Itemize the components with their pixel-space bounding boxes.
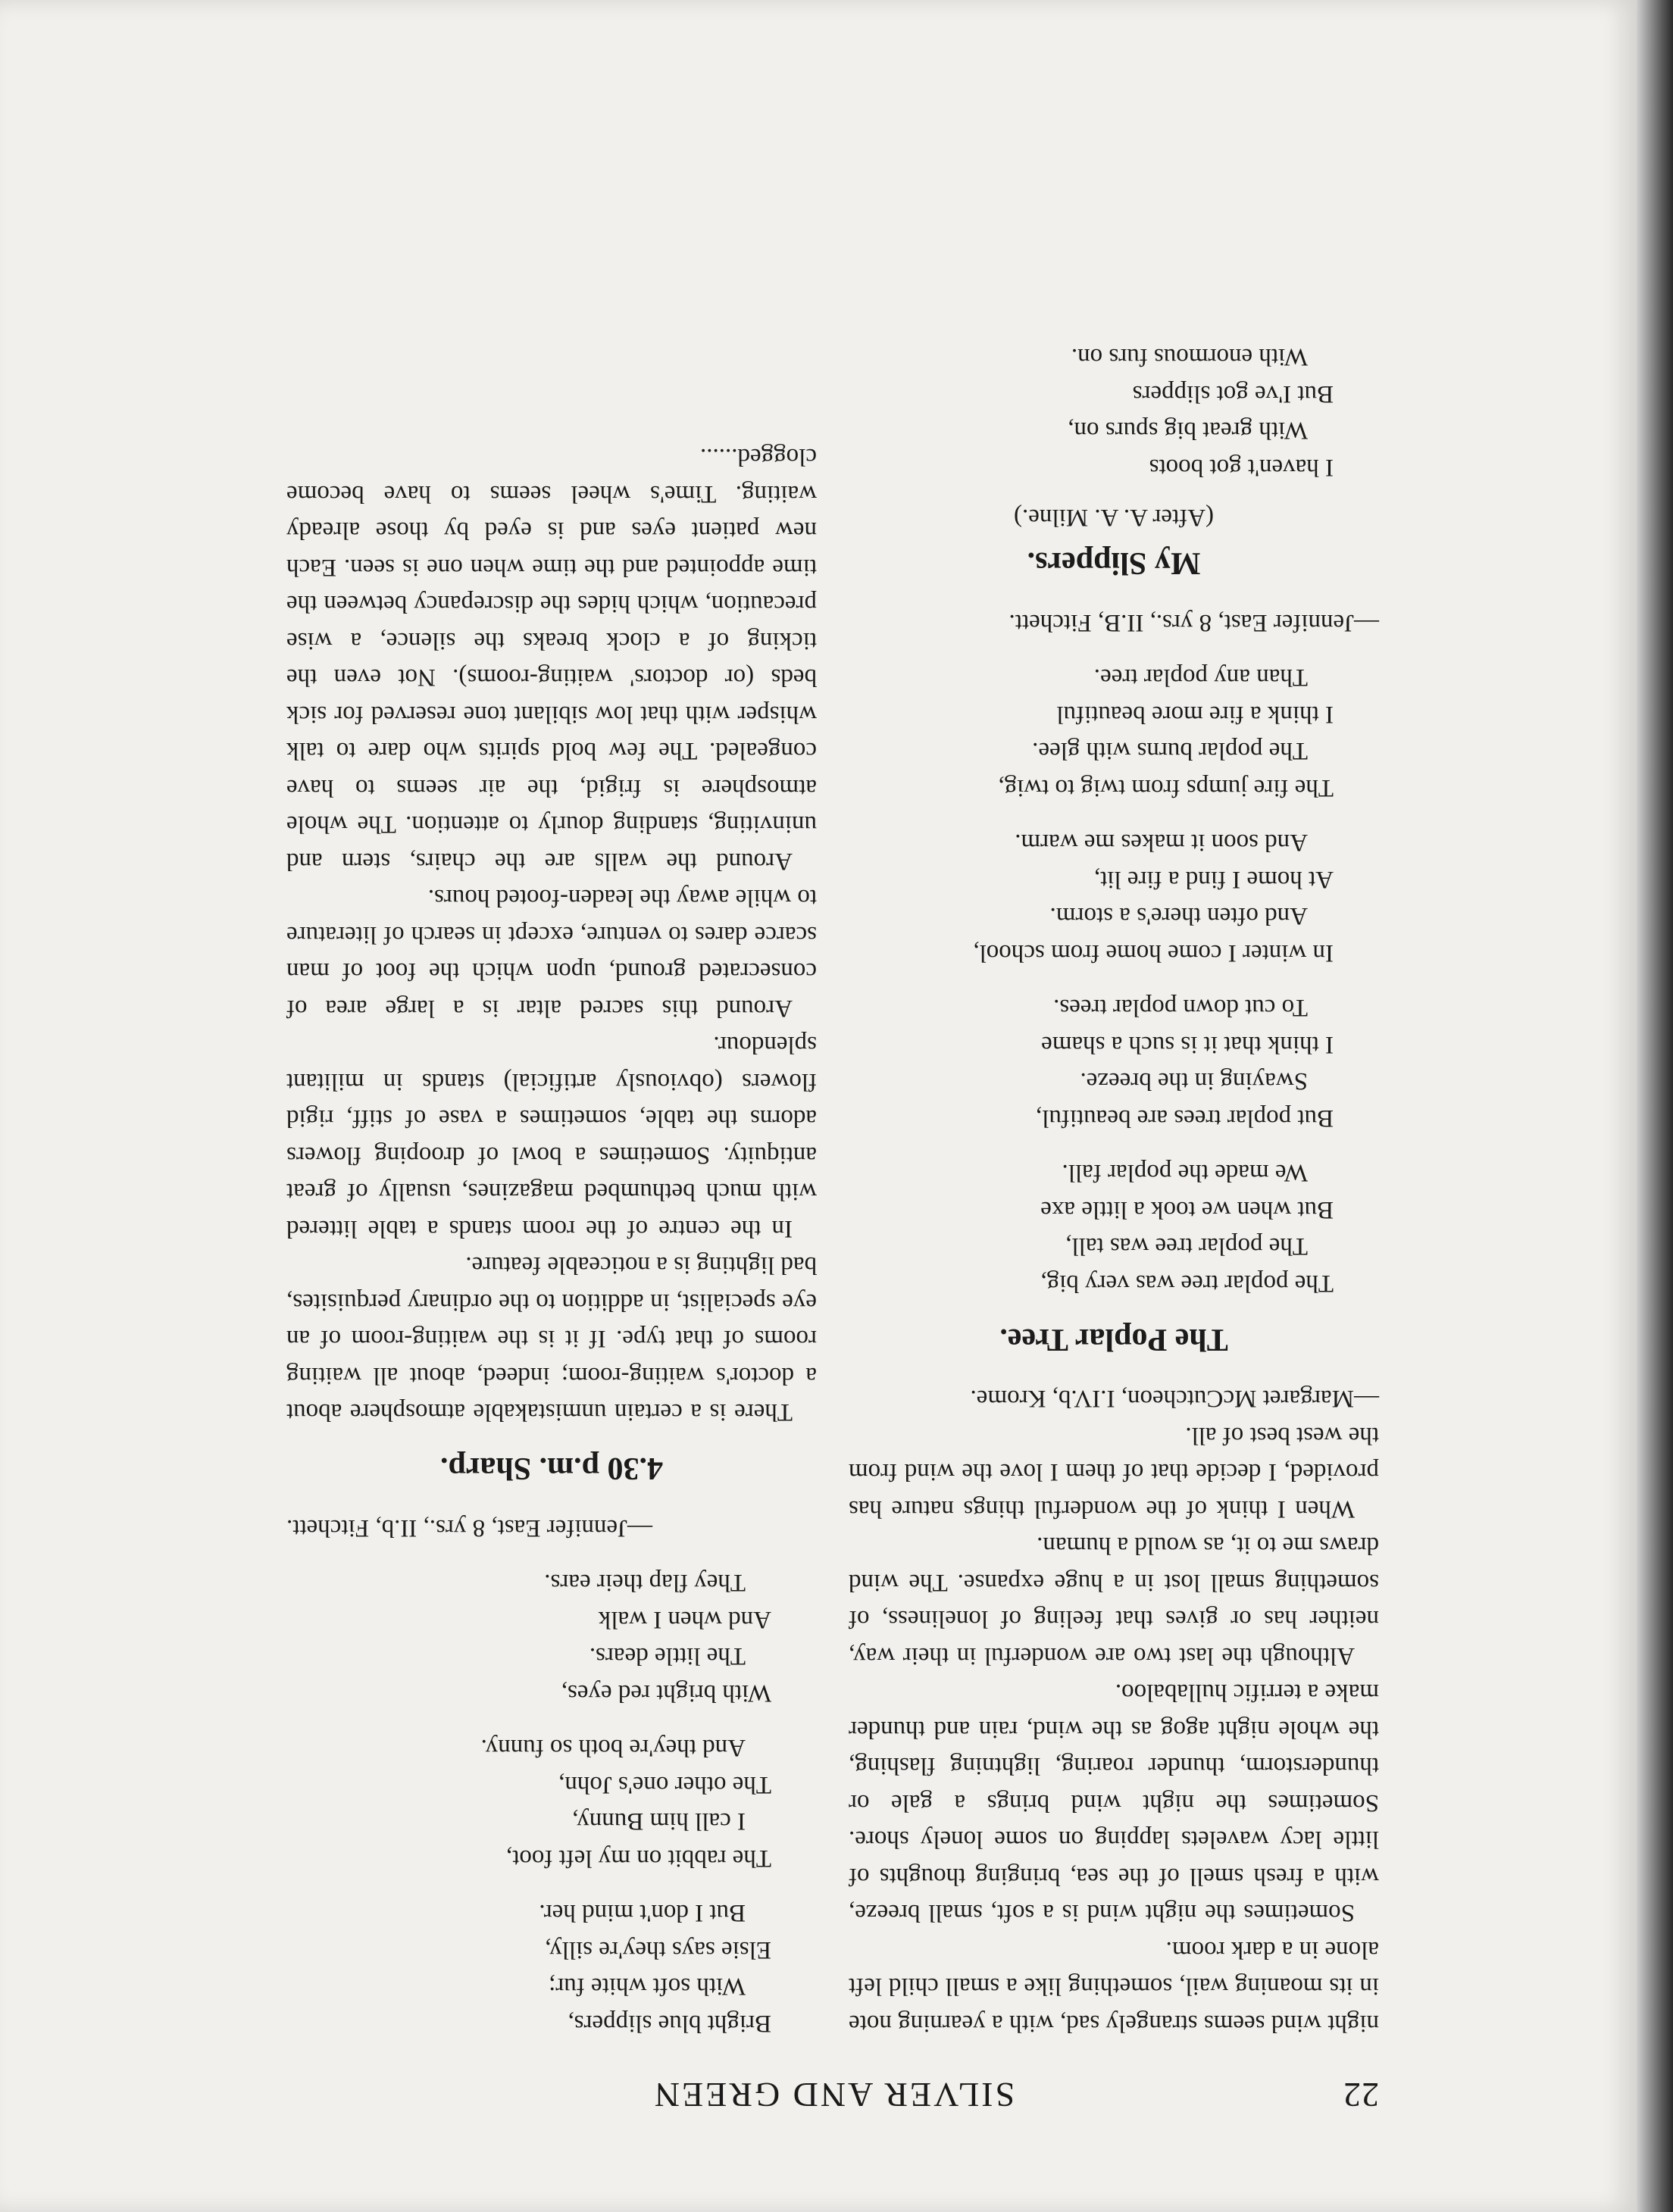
stanza xyxy=(849,989,1334,1136)
poem-line: With great big spurs on, xyxy=(1068,417,1308,445)
poem-line: At home I find a fire lit, xyxy=(1093,866,1334,893)
stanza xyxy=(286,1729,771,1876)
paragraph: night wind seems strangely sad, with a yearning note in its moaning wail, something like a small child left alone in a dark room. xyxy=(849,1936,1379,2037)
stanza xyxy=(286,1895,771,2042)
poem-line: But I don't mind her. xyxy=(539,1899,746,1927)
poem-line: And soon it makes me warm. xyxy=(1015,829,1308,857)
poem-line: The fire jumps from twig to twig, xyxy=(998,774,1334,801)
poem-line: The other one's John, xyxy=(558,1771,771,1798)
poem-line: The little dears. xyxy=(589,1642,746,1670)
poem-line: But I've got slippers xyxy=(1132,380,1334,408)
stanza xyxy=(849,339,1334,486)
paragraph: Sometimes the night wind is a soft, small breeze, with a fresh smell of the sea, bringing thoughts of little lacy wavelets lapping on some lonely shore. Sometimes the night wind brings a gale or thunderstorm, thunder roaring, lightning flashing, the whole night agog as the wind, rain and thunder make a terrific hullabaloo. xyxy=(849,1679,1379,1927)
paragraph: Although the last two are wonderful in their way, neither has or gives that feeling of loneliness, of something small lost in a huge expanse. The wind draws me to it, as would a human. xyxy=(849,1532,1379,1670)
byline: —Margaret McCutcheon, I.IV.b, Krome. xyxy=(970,1385,1379,1413)
poem-line: I think a fire more beautiful xyxy=(1056,701,1334,728)
page-header xyxy=(288,2070,1379,2115)
poem-line: Elsie says they're silly, xyxy=(545,1936,771,1964)
byline: —Jennifer East, 8 yrs., II.b, Fitchett. xyxy=(286,1514,652,1542)
left-column xyxy=(849,320,1379,2042)
poem-line: But poplar trees are beautiful, xyxy=(1035,1104,1334,1132)
poem-line: To cut down poplar trees. xyxy=(1053,994,1308,1022)
paragraph: Around the walls are the chairs, stern and uninviting, standing dourly to attention. The whole atmosphere is frigid, the air seems to have congealed. The few bold spirits who dare to talk whisper with that low sibilant tone reserved for sick beds (or doctors' waiting-rooms). Not even the ticking of a clock breaks the silence, a wise precaution, which hides the discrepancy between the time appointed and the time when one is seen. Each new patient eyes and is eyed by those already waiting. Time's wheel seems to have become clogged...... xyxy=(286,443,817,875)
right-column xyxy=(286,439,817,2042)
poem-line: But when we took a little axe xyxy=(1040,1196,1334,1223)
poem-line: The poplar tree was very big, xyxy=(1040,1270,1334,1297)
poem-my-slippers-continued xyxy=(286,1564,771,2042)
poem-line: The poplar tree was tall, xyxy=(1065,1233,1308,1261)
paragraph: In the centre of the room stands a table littered with much bethumbed magazines, usually of great antiquity. Sometimes a bowl of drooping flowers adorns the table, sometimes a vase of stiff, rigid flowers (obviously artificial) stands in militant splendour. xyxy=(286,1031,817,1242)
paragraph: When I think of the wonderful things nature has provided, I decide that of them I love the wind from the west best of all. xyxy=(849,1422,1379,1523)
poem-line: The rabbit on my left foot, xyxy=(505,1845,771,1872)
paragraph: Around this sacred altar is a large area of consecrated ground, upon which the foot of man scarce dares to venture, except in search of literature to while away the leaden-footed hours. xyxy=(286,884,817,1022)
poem-poplar-tree xyxy=(849,659,1334,1301)
poem-line: And when I walk xyxy=(598,1606,771,1633)
poem-title: The Poplar Tree. xyxy=(999,1322,1228,1357)
running-title: SILVER AND GREEN xyxy=(652,2076,1015,2114)
stanza xyxy=(849,824,1334,971)
poem-line: Bright blue slippers, xyxy=(568,2010,771,2037)
poem-line: We made the poplar fall. xyxy=(1062,1159,1308,1187)
poem-line: And often there's a storm. xyxy=(1049,902,1308,930)
poem-title: My Slippers. xyxy=(1027,545,1201,581)
poem-line: With bright red eyes, xyxy=(561,1679,771,1707)
stanza xyxy=(286,1564,771,1711)
byline: —Jennifer East, 8 yrs., II.B, Fitchett. xyxy=(1008,609,1379,636)
poem-line: They flap their ears. xyxy=(544,1569,746,1597)
poem-line: With enormous furs on. xyxy=(1071,343,1308,371)
paragraph: There is a certain unmistakable atmosphere about a doctor's waiting-room; indeed, about all waiting rooms of that type. If it is the waiting-room of an eye specialist, in addition to the ordinary perquisites, bad lighting is a noticeable feature. xyxy=(286,1251,817,1426)
book-page-edge xyxy=(1637,0,1673,2212)
poem-line: In winter I come home from school, xyxy=(973,939,1334,967)
poem-my-slippers xyxy=(849,339,1334,486)
poem-subtitle: (After A. A. Milne.) xyxy=(1014,504,1214,532)
poem-line: And they're both so funny. xyxy=(480,1734,746,1762)
poem-line: The poplar burns with glee. xyxy=(1032,737,1308,765)
poem-line: I call him Bunny, xyxy=(572,1807,746,1836)
poem-line: I haven't got boots xyxy=(1149,454,1334,481)
poem-line: I think that it is such a shame xyxy=(1041,1031,1334,1058)
poem-line: With soft white fur; xyxy=(549,1973,746,2001)
poem-line: Swaying in the breeze. xyxy=(1080,1067,1308,1095)
stanza xyxy=(849,659,1334,806)
poem-line: Than any poplar tree. xyxy=(1093,664,1308,692)
page-number: 22 xyxy=(1343,2076,1379,2114)
stanza xyxy=(849,1154,1334,1301)
essay-title: 4.30 p.m. Sharp. xyxy=(439,1451,664,1486)
